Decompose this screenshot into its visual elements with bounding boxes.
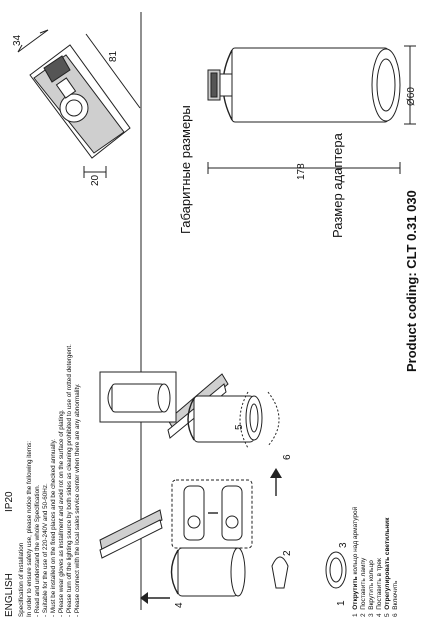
step-item: 5 Отрегулировать светильник	[384, 517, 391, 617]
step-number-3: 3	[338, 542, 349, 548]
adapter-drawing	[18, 30, 140, 178]
spec-line: - Read and understand the whole Specification.	[34, 484, 41, 617]
overall-dimensions-title: Габаритные размеры	[178, 105, 193, 234]
spec-line: - Please wear gloves as installment and avoid rot on the surface of plating.	[58, 409, 65, 617]
spec-line: - Please turn off the lighting source by both sides as cleaning prohibited to use of rotted detergent.	[66, 344, 73, 617]
step-item: 2 Поставить лампу	[360, 557, 367, 617]
language-label: ENGLISH	[4, 573, 15, 617]
step-number-2: 2	[282, 550, 293, 556]
step-number-6: 6	[282, 454, 293, 460]
spec-title: Specification of installation	[18, 542, 25, 617]
spec-line: - Must be installed on the fixed places and be checked annually.	[50, 438, 57, 617]
dim-60-label: Ø60	[406, 87, 417, 106]
step-number-5: 5	[234, 424, 245, 430]
product-code: Product coding: CLT 0.31 030	[404, 190, 419, 372]
dim-34-label: 34	[12, 34, 23, 46]
step-item: 3 Вкрутить кольцо	[368, 560, 375, 617]
step-number-1: 1	[336, 600, 347, 606]
dim-81-label: 81	[108, 50, 119, 62]
step-item: 4 Поставить в трек	[376, 558, 383, 617]
spec-line: - Please connect with the local sales service center when there are any abnormality.	[74, 383, 81, 617]
ip-rating: IP20	[4, 491, 15, 512]
spec-line: - Suitable for the use of 220-240V and 50-60Hz.	[42, 483, 49, 617]
step-item: 1 Открутить кольцо над арматурой	[352, 506, 359, 617]
dim-20-label: 20	[90, 174, 101, 186]
step-item: 6 Включить	[392, 580, 399, 617]
step-number-4: 4	[174, 602, 185, 608]
spec-line: In order to ensure safety use, please notice the following items:	[26, 440, 33, 617]
adapter-size-title: Размер адаптера	[330, 133, 345, 238]
dim-178-label: 178	[296, 163, 307, 180]
install-drawing	[100, 372, 346, 604]
overall-drawing	[208, 46, 416, 174]
